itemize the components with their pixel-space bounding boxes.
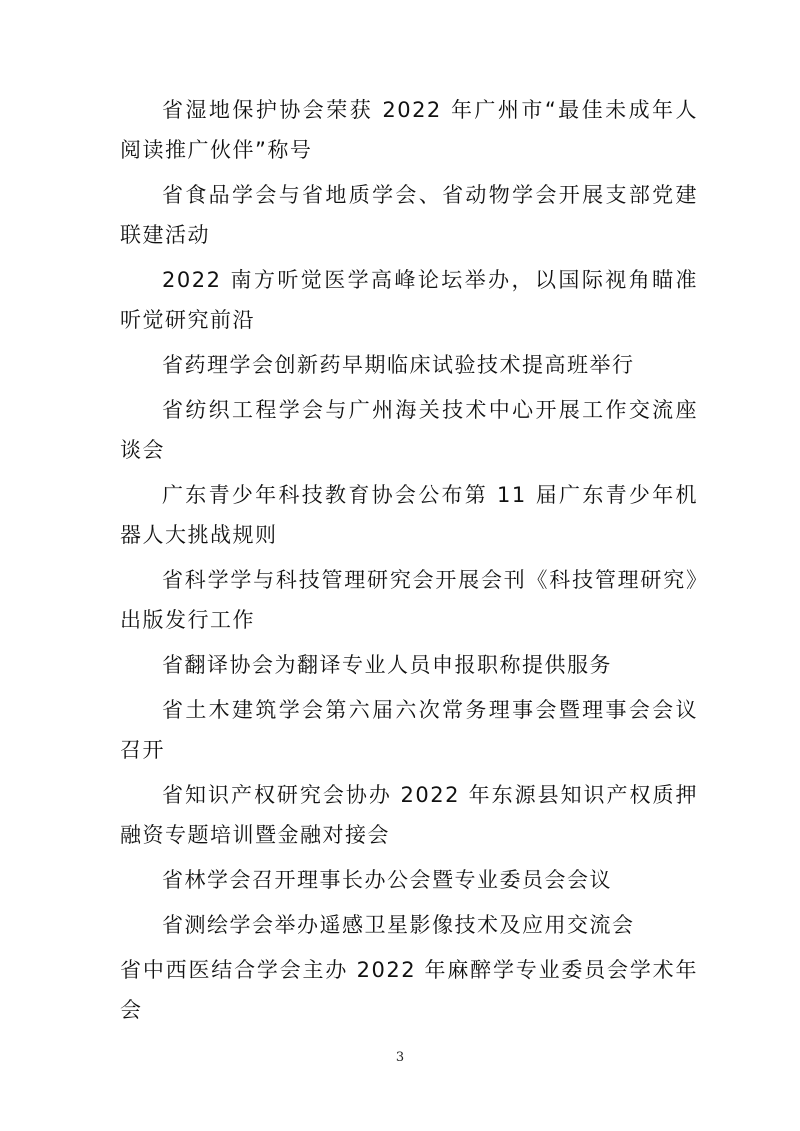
news-item: 广东青少年科技教育协会公布第 11 届广东青少年机器人大挑战规则 — [120, 483, 698, 547]
news-item: 省药理学会创新药早期临床试验技术提高班举行 — [162, 353, 635, 377]
news-item: 省知识产权研究会协办 2022 年东源县知识产权质押融资专题培训暨金融对接会 — [120, 783, 698, 847]
page-number: 3 — [395, 1050, 405, 1065]
news-item: 2022 南方听觉医学高峰论坛举办，以国际视角瞄准听觉研究前沿 — [120, 268, 698, 332]
news-list — [120, 90, 698, 1035]
news-item: 省测绘学会举办遥感卫星影像技术及应用交流会 — [162, 913, 635, 937]
news-item: 省纺织工程学会与广州海关技术中心开展工作交流座谈会 — [120, 398, 698, 462]
news-item: 省湿地保护协会荣获 2022 年广州市“最佳未成年人阅读推广伙伴”称号 — [120, 98, 698, 162]
news-item: 省食品学会与省地质学会、省动物学会开展支部党建联建活动 — [120, 183, 698, 247]
news-item: 省科学学与科技管理研究会开展会刊《科技管理研究》出版发行工作 — [120, 568, 698, 632]
news-item: 省翻译协会为翻译专业人员申报职称提供服务 — [162, 653, 612, 677]
news-item: 省土木建筑学会第六届六次常务理事会暨理事会会议召开 — [120, 698, 698, 762]
news-item: 省中西医结合学会主办 2022 年麻醉学专业委员会学术年会 — [120, 958, 698, 1022]
news-item: 省林学会召开理事长办公会暨专业委员会会议 — [162, 868, 612, 892]
